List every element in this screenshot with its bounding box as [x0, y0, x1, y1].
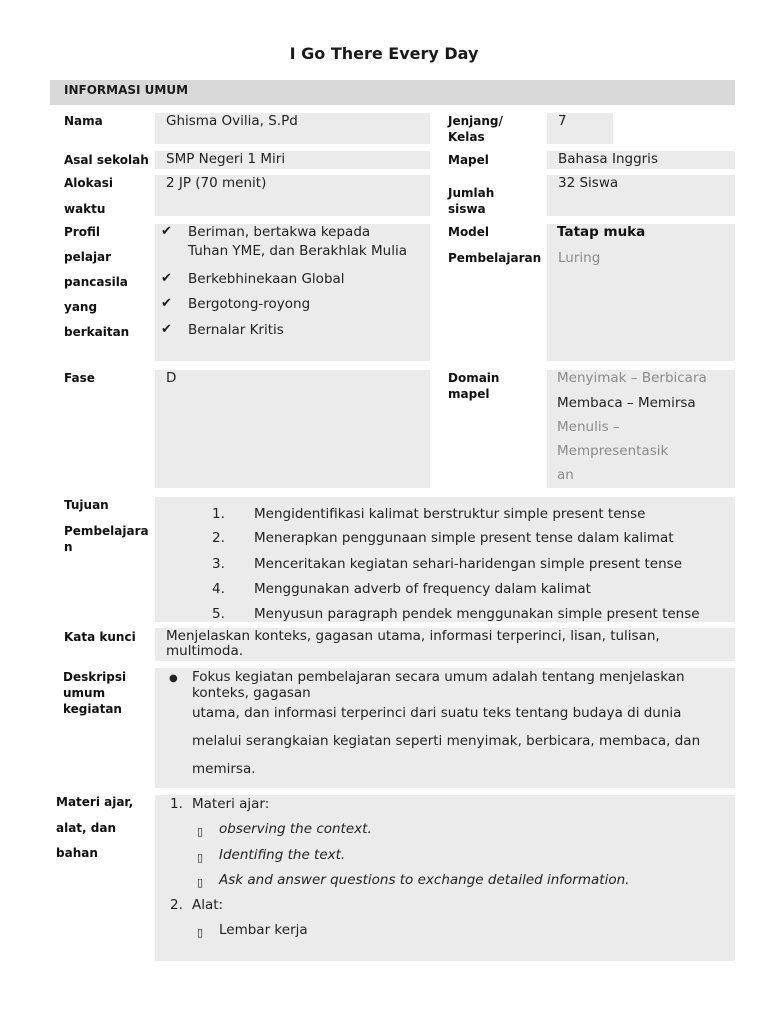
- square-bullet-icon: ▯: [197, 851, 204, 864]
- label-fase: Fase: [64, 371, 95, 385]
- label-model: Model: [448, 225, 490, 239]
- materi-sub-item: Ask and answer questions to exchange detailed information.: [219, 872, 630, 888]
- label-asal-sekolah: Asal sekolah: [64, 153, 149, 167]
- label-jenjang: Jenjang/: [448, 114, 503, 128]
- domain-item: an: [557, 467, 574, 483]
- value-fase: D: [166, 370, 177, 386]
- tujuan-number: 2.: [212, 530, 225, 546]
- value-alokasi: 2 JP (70 menit): [166, 175, 267, 191]
- value-mapel: Bahasa Inggris: [558, 151, 658, 167]
- label-profil-2: pelajar: [64, 250, 112, 264]
- deskripsi-line: utama, dan informasi terperinci dari suatu teks tentang budaya di dunia: [192, 705, 682, 721]
- kata-kunci-line: multimoda.: [166, 643, 244, 659]
- deskripsi-line: konteks, gagasan: [192, 685, 311, 701]
- value-model-luring: Luring: [558, 250, 601, 266]
- square-bullet-icon: ▯: [197, 926, 204, 939]
- tujuan-number: 3.: [212, 556, 225, 572]
- deskripsi-line: melalui serangkaian kegiatan seperti menyimak, berbicara, membaca, dan: [192, 733, 701, 749]
- materi-sub-item: Identifing the text.: [219, 847, 346, 863]
- label-jumlah: Jumlah: [448, 186, 495, 200]
- label-materi-2: alat, dan: [56, 821, 117, 835]
- tujuan-item: Menceritakan kegiatan sehari-haridengan simple present tense: [254, 556, 682, 572]
- deskripsi-line: memirsa.: [192, 761, 256, 777]
- label-materi-1: Materi ajar,: [56, 795, 134, 809]
- value-jumlah: 32 Siswa: [558, 175, 619, 191]
- tujuan-number: 5.: [212, 606, 225, 622]
- domain-item: Mempresentasik: [557, 443, 669, 459]
- kata-kunci-line: Menjelaskan konteks, gagasan utama, informasi terperinci, lisan, tulisan,: [166, 628, 660, 644]
- tujuan-item: Menerapkan penggunaan simple present tense dalam kalimat: [254, 530, 674, 546]
- field-kelas: [547, 113, 613, 144]
- label-kata-kunci: Kata kunci: [64, 630, 136, 644]
- label-deskripsi-3: kegiatan: [63, 702, 122, 716]
- label-tujuan-1: Tujuan: [64, 498, 109, 512]
- label-mapel: Mapel: [448, 153, 489, 167]
- label-kelas: Kelas: [448, 130, 485, 144]
- label-waktu: waktu: [64, 202, 106, 216]
- square-bullet-icon: ▯: [197, 825, 204, 838]
- materi-item-label: Alat:: [192, 897, 224, 913]
- label-materi-3: bahan: [56, 846, 98, 860]
- label-alokasi: Alokasi: [64, 176, 113, 190]
- materi-sub-item: observing the context.: [219, 821, 372, 837]
- label-profil-5: berkaitan: [64, 325, 130, 339]
- profil-item: Tuhan YME, dan Berakhlak Mulia: [188, 243, 407, 259]
- tujuan-item: Menggunakan adverb of frequency dalam kalimat: [254, 581, 591, 597]
- bullet-icon: ●: [169, 673, 178, 684]
- value-nama: Ghisma Ovilia, S.Pd: [166, 113, 298, 129]
- label-tujuan-3: n: [64, 540, 73, 554]
- page-title: I Go There Every Day: [289, 44, 479, 63]
- domain-item: Membaca – Memirsa: [557, 395, 696, 411]
- profil-item: Bergotong-royong: [188, 296, 311, 312]
- field-model: [547, 224, 735, 361]
- field-fase: [155, 370, 430, 488]
- materi-number: 2.: [170, 897, 183, 913]
- tujuan-number: 4.: [212, 581, 225, 597]
- label-nama: Nama: [64, 114, 103, 128]
- profil-item: Bernalar Kritis: [188, 322, 284, 338]
- label-siswa: siswa: [448, 202, 486, 216]
- value-kelas: 7: [558, 113, 567, 129]
- label-profil-1: Profil: [64, 225, 100, 239]
- label-deskripsi-1: Deskripsi: [63, 670, 127, 684]
- value-model-tatap-muka: Tatap muka: [557, 224, 646, 240]
- label-domain: Domain: [448, 371, 500, 385]
- profil-item: Berkebhinekaan Global: [188, 271, 345, 287]
- tujuan-item: Mengidentifikasi kalimat berstruktur simple present tense: [254, 506, 646, 522]
- label-profil-4: yang: [64, 300, 98, 314]
- label-deskripsi-2: umum: [63, 686, 106, 700]
- materi-item-label: Materi ajar:: [192, 796, 270, 812]
- check-icon: ✔: [161, 296, 172, 311]
- check-icon: ✔: [161, 322, 172, 337]
- value-asal-sekolah: SMP Negeri 1 Miri: [166, 151, 286, 167]
- materi-number: 1.: [170, 796, 183, 812]
- label-domain-mapel: mapel: [448, 387, 490, 401]
- section-header-label: INFORMASI UMUM: [64, 83, 189, 97]
- tujuan-item: Menyusun paragraph pendek menggunakan simple present tense: [254, 606, 700, 622]
- check-icon: ✔: [161, 271, 172, 286]
- label-pembelajaran: Pembelajaran: [448, 251, 542, 265]
- profil-item: Beriman, bertakwa kepada: [188, 224, 371, 240]
- materi-sub-item: Lembar kerja: [219, 922, 308, 938]
- label-tujuan-2: Pembelajara: [64, 524, 149, 538]
- square-bullet-icon: ▯: [197, 876, 204, 889]
- domain-item: Menyimak – Berbicara: [557, 370, 707, 386]
- label-profil-3: pancasila: [64, 275, 128, 289]
- check-icon: ✔: [161, 224, 172, 239]
- deskripsi-line: Fokus kegiatan pembelajaran secara umum adalah tentang menjelaskan: [192, 669, 685, 685]
- domain-item: Menulis –: [557, 419, 620, 435]
- tujuan-number: 1.: [212, 506, 225, 522]
